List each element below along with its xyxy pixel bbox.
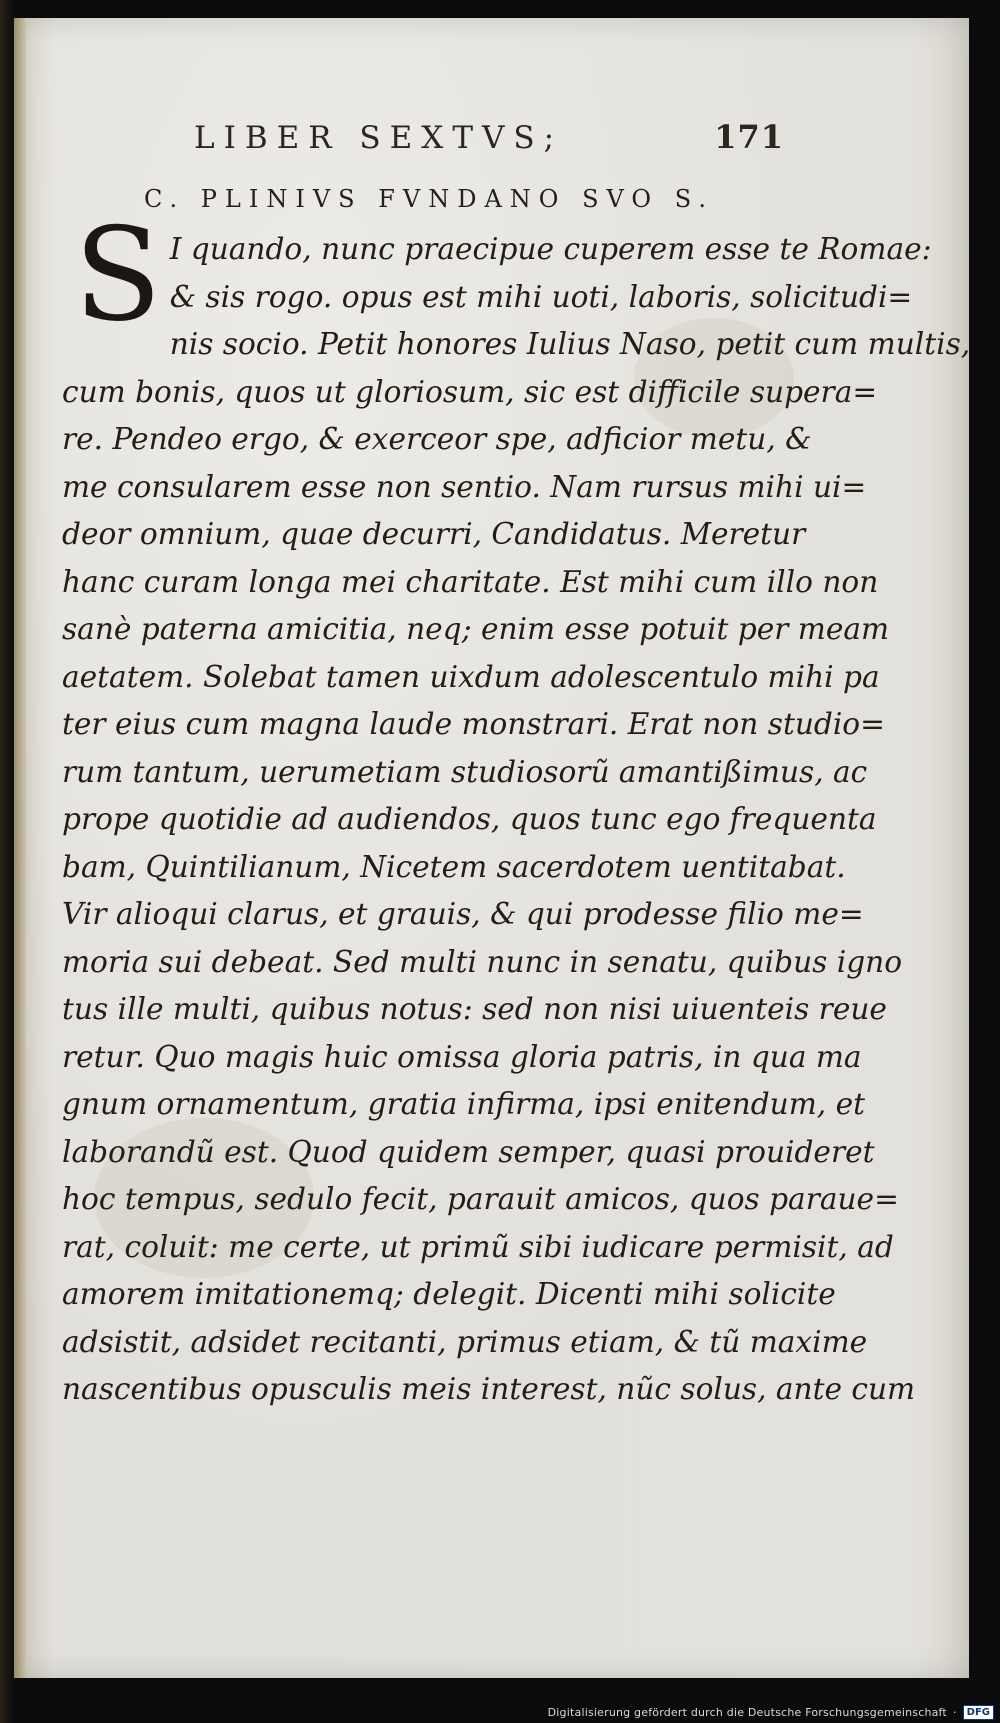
text-line: Vir alioqui clarus, et grauis, & qui prodesse filio me=	[62, 897, 864, 931]
text-line: hoc tempus, sedulo fecit, parauit amicos, quos paraue=	[62, 1182, 899, 1216]
text-line: sanè paterna amicitia, neq; enim esse potuit per meam	[62, 612, 890, 646]
text-line: gnum ornamentum, gratia infirma, ipsi enitendum, et	[62, 1087, 865, 1121]
text-line: nascentibus opusculis meis interest, nũc solus, ante cum	[62, 1372, 916, 1406]
text-line: nis socio. Petit honores Iulius Naso, petit cum multis,	[169, 327, 971, 361]
text-line: rat, coluit: me certe, ut primũ sibi iudicare permisit, ad	[62, 1229, 894, 1264]
text-line: bam, Quintilianum, Nicetem sacerdotem uentitabat.	[62, 849, 846, 884]
book-page	[14, 18, 969, 1678]
text-line: re. Pendeo ergo, & exerceor spe, adficior metu, &	[62, 422, 812, 456]
running-head	[194, 118, 784, 156]
digitization-credit-bar	[542, 1701, 1000, 1723]
text-line: & sis rogo. opus est mihi uoti, laboris, solicitudi=	[169, 279, 913, 314]
text-line: I quando, nunc praecipue cuperem esse te Romae:	[169, 232, 932, 266]
text-line: tus ille multi, quibus notus: sed non nisi uiuenteis reue	[62, 992, 887, 1026]
page-number: 171	[714, 118, 784, 156]
dfg-logo-icon: DFG	[963, 1705, 994, 1720]
running-head-title: LIBER SEXTVS;	[194, 120, 564, 156]
text-line: deor omnium, quae decurri, Candidatus. Meretur	[62, 517, 806, 551]
text-line: retur. Quo magis huic omissa gloria patris, in qua ma	[62, 1039, 862, 1074]
text-line: me consularem esse non sentio. Nam rursus mihi ui=	[62, 469, 867, 504]
text-line: adsistit, adsidet recitanti, primus etiam, & tũ maxime	[62, 1324, 868, 1359]
book-gutter-shadow	[0, 0, 14, 1723]
letter-heading: C. PLINIVS FVNDANO SVO S.	[144, 185, 714, 213]
text-line: cum bonis, quos ut gloriosum, sic est difficile supera=	[62, 374, 878, 409]
text-line: aetatem. Solebat tamen uixdum adolescentulo mihi pa	[62, 659, 880, 694]
letter-body	[62, 201, 971, 1414]
digitization-credit: Digitalisierung gefördert durch die Deutsche Forschungsgemeinschaft	[547, 1705, 947, 1719]
page-edge	[14, 18, 26, 1678]
text-line: rum tantum, uerumetiam studiosorũ amantißimus, ac	[62, 754, 868, 789]
text-line: amorem imitationemq; delegit. Dicenti mihi solicite	[62, 1277, 836, 1311]
text-line: laborandũ est. Quod quidem semper, quasi prouideret	[62, 1134, 875, 1169]
text-line: prope quotidie ad audiendos, quos tunc ego frequenta	[62, 802, 877, 836]
drop-cap-initial: S	[74, 201, 162, 350]
text-line: ter eius cum magna laude monstrari. Erat non studio=	[62, 707, 885, 741]
text-line: moria sui debeat. Sed multi nunc in senatu, quibus igno	[62, 944, 903, 979]
text-line: hanc curam longa mei charitate. Est mihi cum illo non	[62, 564, 879, 599]
credit-separator: ·	[952, 1705, 957, 1719]
